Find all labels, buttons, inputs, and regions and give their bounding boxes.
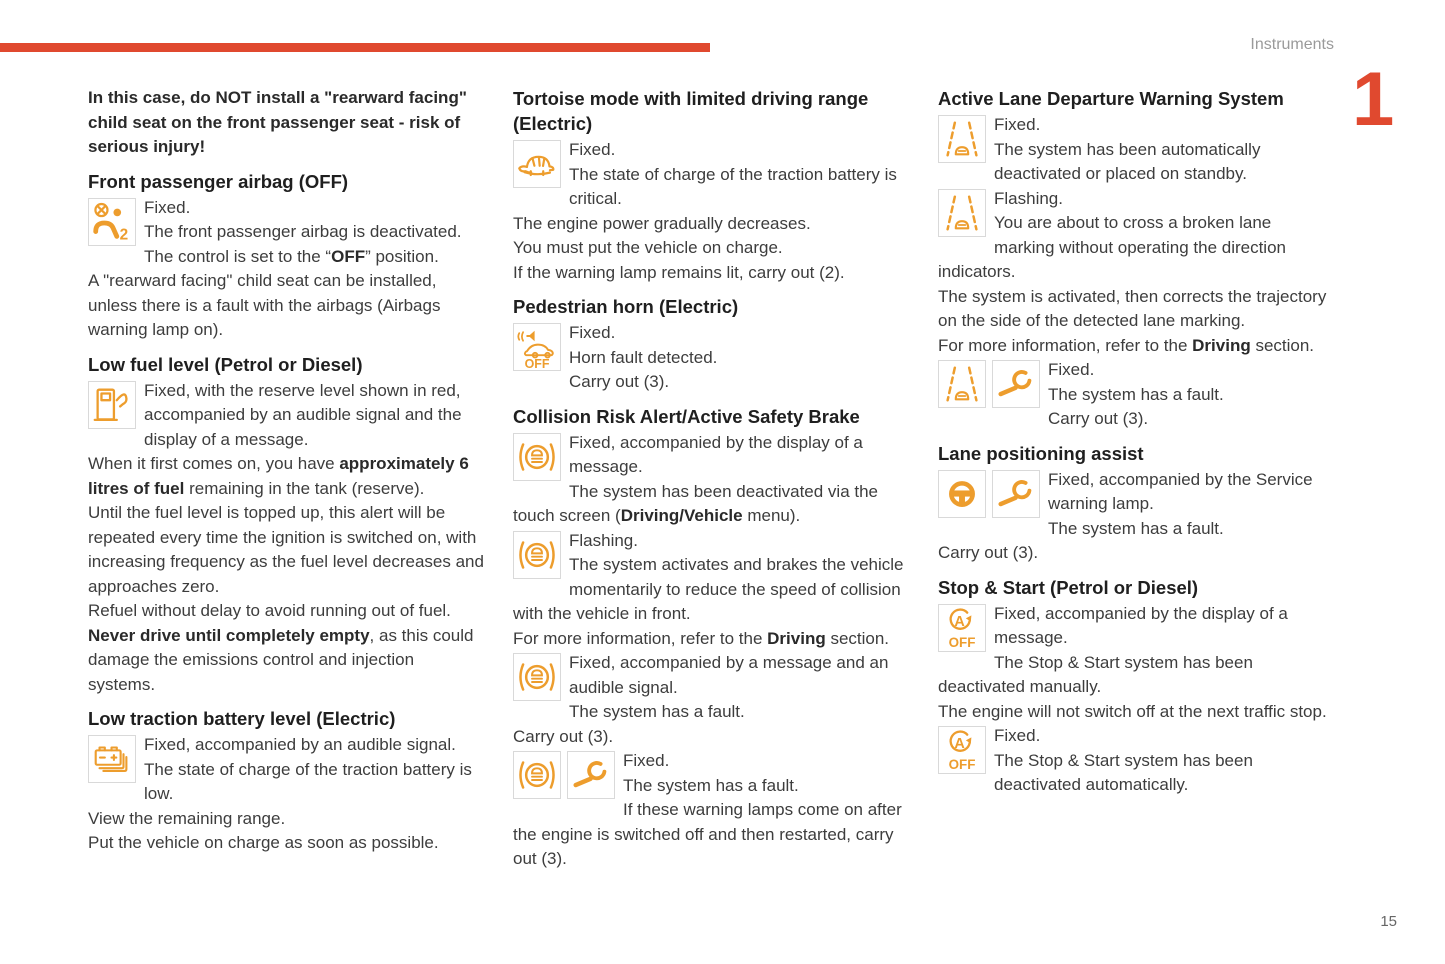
lamp-description (623, 751, 799, 795)
lamp-icon-group (513, 653, 561, 701)
chapter-number: 1 (1352, 57, 1395, 142)
tortoise-icon (513, 140, 561, 188)
wrench-icon (992, 470, 1040, 518)
page-section-title: Instruments (1250, 36, 1334, 53)
body-paragraph (938, 334, 1335, 359)
lamp-description (994, 115, 1260, 183)
body-paragraph (938, 541, 1335, 566)
bold-text-run: OFF (331, 246, 366, 266)
lane-departure-icon (938, 360, 986, 408)
bold-text-run: approximately 6 litres of fuel (88, 454, 469, 498)
body-paragraph (88, 452, 485, 501)
text-run: section. (1250, 335, 1315, 355)
body-paragraph (513, 700, 910, 725)
warning-lamp-block (938, 358, 1335, 407)
text-run: , as this could damage the emissions control and injection systems. (88, 625, 474, 694)
stop-start-off-icon (938, 604, 986, 652)
text-run: Fixed. (994, 115, 1041, 134)
body-paragraph (938, 285, 1335, 334)
wrench-icon (992, 360, 1040, 408)
text-run: The control is set to the “ (144, 246, 332, 266)
text-run: The engine power gradually decreases. (513, 213, 811, 233)
text-run: Fixed, accompanied by an audible signal. (144, 735, 456, 754)
text-run: View the remaining range. (88, 808, 286, 828)
text-run: Fixed, accompanied by the Service warning lamp. (1048, 469, 1313, 513)
collision-risk-icon (513, 653, 561, 701)
warning-lamp-block (513, 431, 910, 480)
svg-text:OFF: OFF (524, 357, 550, 370)
warning-lamp-block (938, 468, 1335, 517)
text-run: The system has a fault. (1048, 384, 1224, 404)
svg-text:OFF: OFF (948, 634, 976, 650)
body-paragraph (938, 651, 1335, 700)
text-run: The system has been automatically deactivated or placed on standby. (994, 139, 1261, 183)
text-run: Carry out (3). (1048, 409, 1149, 428)
lane-departure-icon (938, 189, 986, 237)
lamp-icon-group (513, 323, 561, 371)
column-3 (938, 86, 1335, 872)
section-heading: Active Lane Departure Warning System (938, 88, 1284, 109)
lamp-description (994, 726, 1253, 794)
text-run: menu). (742, 506, 801, 525)
text-run: The system has been deactivated via the touch screen ( (513, 481, 879, 525)
section-heading: Collision Risk Alert/Active Safety Brake (513, 405, 860, 427)
text-run: The system activates and brakes the vehicle momentarily to reduce the speed of collision with the vehicle in front. (513, 555, 904, 623)
text-run: section. (825, 628, 890, 648)
text-run: The system has a fault. (569, 702, 745, 721)
text-run: Fixed. (1048, 360, 1095, 379)
text-run: Flashing. (994, 188, 1063, 208)
text-run: If these warning lamps come on after the engine is switched off and then restarted, carry out (3). (513, 800, 902, 868)
body-paragraph (938, 517, 1335, 542)
body-paragraph (513, 370, 910, 395)
lamp-description (1048, 360, 1224, 404)
collision-risk-icon (513, 433, 561, 481)
lane-departure-icon (938, 115, 986, 163)
bold-text-run: Never drive until completely empty (88, 625, 370, 645)
warning-lamp-block (513, 651, 910, 700)
pedestrian-horn-off-icon (513, 323, 561, 371)
body-paragraph (88, 501, 485, 599)
warning-lamp-block (938, 187, 1335, 285)
lamp-description (569, 140, 897, 208)
text-run: Carry out (3). (938, 543, 1039, 562)
text-run: Put the vehicle on charge as soon as possible. (88, 833, 439, 852)
warning-lamp-block (88, 733, 485, 807)
lamp-icon-group (938, 360, 1040, 408)
text-run: The state of charge of the traction battery is critical. (569, 164, 897, 208)
section-heading: Lane positioning assist (938, 442, 1144, 464)
body-paragraph (88, 831, 485, 856)
svg-text:A: A (954, 736, 965, 753)
section-heading: Front passenger airbag (OFF) (88, 170, 349, 192)
lamp-description (513, 531, 904, 624)
text-run: Carry out (3). (513, 726, 614, 746)
lamp-description (144, 381, 462, 449)
svg-text:2: 2 (119, 225, 129, 243)
section-heading: Tortoise mode with limited driving range (Electric) (513, 88, 869, 134)
warning-lamp-block (88, 379, 485, 453)
section-heading: Low traction battery level (Electric) (88, 708, 396, 729)
text-run: Fixed. (994, 726, 1041, 745)
text-run: You must put the vehicle on charge. (513, 238, 783, 257)
page-number: 15 (1380, 913, 1397, 930)
warning-lamp-block (938, 724, 1335, 798)
body-paragraph (513, 236, 910, 261)
lamp-icon-group (938, 470, 1040, 518)
body-paragraph (938, 407, 1335, 432)
lamp-description (569, 323, 717, 367)
body-paragraph (513, 480, 910, 529)
text-run: A "rearward facing" child seat can be installed, unless there is a fault with the airbags (Airbags warning lamp on). (88, 271, 441, 339)
text-run: Fixed. (569, 323, 616, 342)
text-run: Fixed, with the reserve level shown in red, accompanied by an audible signal and the display of a message. (144, 380, 462, 449)
warning-lamp-block (938, 602, 1335, 651)
bold-text-run: Driving (1192, 335, 1251, 355)
collision-risk-icon (513, 531, 561, 579)
bold-text-run: Driving (767, 628, 826, 648)
svg-text:A: A (954, 613, 965, 630)
body-paragraph (513, 798, 910, 872)
text-run: The system has a fault. (623, 775, 799, 795)
lamp-icon-group (88, 198, 136, 246)
text-run: Fixed, accompanied by the display of a message. (569, 432, 863, 476)
body-paragraph (88, 269, 485, 343)
lamp-icon-group (513, 140, 561, 188)
text-run: Horn fault detected. (569, 347, 718, 367)
lamp-icon-group (513, 433, 561, 481)
body-paragraph (513, 212, 910, 237)
traction-battery-icon (88, 735, 136, 783)
text-run: You are about to cross a broken lane marking without operating the direction indicators. (938, 213, 1286, 281)
lamp-description (1048, 470, 1313, 514)
body-paragraph (938, 700, 1335, 725)
lamp-description (569, 433, 863, 477)
text-run: Fixed. (623, 751, 670, 770)
wrench-icon (567, 751, 615, 799)
text-run: Fixed. (569, 140, 616, 159)
body-paragraph (88, 807, 485, 832)
lamp-description (994, 604, 1288, 648)
lamp-icon-group (938, 604, 986, 652)
lamp-icon-group (513, 751, 615, 799)
passenger-airbag-icon (88, 198, 136, 246)
section-heading: Stop & Start (Petrol or Diesel) (938, 576, 1199, 598)
body-paragraph (513, 627, 910, 652)
steering-wheel-icon (938, 470, 986, 518)
fuel-pump-icon (88, 381, 136, 429)
text-run: When it first comes on, you have (88, 454, 340, 473)
body-paragraph (513, 261, 910, 286)
text-run: The state of charge of the traction battery is low. (144, 759, 472, 803)
text-run: The system has a fault. (1048, 518, 1224, 538)
accent-bar (0, 43, 710, 52)
text-run: Until the fuel level is topped up, this alert will be repeated every time the ignition is switched on, with increasing frequency as the fuel level decreases and approaches zero. (88, 503, 484, 596)
lamp-icon-group (513, 531, 561, 579)
body-paragraph (513, 725, 910, 750)
stop-start-off-icon (938, 726, 986, 774)
warning-lamp-block (513, 749, 910, 798)
body-paragraph (88, 624, 485, 698)
text-run: Fixed, accompanied by the display of a message. (994, 603, 1288, 647)
warning-intro-paragraph (88, 86, 485, 160)
lamp-icon-group (938, 726, 986, 774)
section-heading: Low fuel level (Petrol or Diesel) (88, 353, 363, 375)
body-paragraph (88, 245, 485, 270)
lamp-description (144, 198, 462, 242)
text-run: If the warning lamp remains lit, carry out (2). (513, 262, 845, 282)
text-run: The engine will not switch off at the next traffic stop. (938, 701, 1327, 721)
text-run: Refuel without delay to avoid running out of fuel. (88, 601, 451, 620)
text-run: ” position. (365, 246, 439, 266)
text-run: remaining in the tank (reserve). (184, 478, 425, 498)
lamp-description (569, 653, 888, 697)
column-2 (513, 86, 910, 872)
text-run: Fixed. (144, 197, 191, 217)
column-1 (88, 86, 485, 872)
collision-risk-icon (513, 751, 561, 799)
text-run: Fixed, accompanied by a message and an audible signal. (569, 653, 889, 697)
text-run: The front passenger airbag is deactivated. (144, 222, 462, 241)
warning-lamp-block (938, 113, 1335, 187)
warning-lamp-block (513, 529, 910, 627)
text-run: For more information, refer to the (938, 335, 1193, 355)
section-heading: Pedestrian horn (Electric) (513, 296, 739, 317)
lamp-icon-group (88, 381, 136, 429)
warning-lamp-block (88, 196, 485, 245)
lamp-icon-group (938, 115, 986, 163)
text-run: The system is activated, then corrects the trajectory on the side of the detected lane marking. (938, 286, 1327, 330)
content-columns (88, 86, 1335, 872)
bold-text-run: In this case, do NOT install a "rearward facing" child seat on the front passenger seat - risk of serious injury! (88, 88, 467, 156)
svg-text:OFF: OFF (948, 757, 976, 773)
text-run: Carry out (3). (569, 372, 670, 391)
text-run: For more information, refer to the (513, 628, 768, 648)
bold-text-run: Driving/Vehicle (620, 506, 743, 525)
lamp-description (144, 735, 472, 803)
warning-lamp-block (513, 321, 910, 370)
lamp-description (938, 189, 1286, 282)
body-paragraph (88, 599, 485, 624)
warning-lamp-block (513, 138, 910, 212)
text-run: The Stop & Start system has been deactivated manually. (938, 652, 1253, 696)
lamp-icon-group (938, 189, 986, 237)
text-run: The Stop & Start system has been deactivated automatically. (994, 750, 1253, 794)
text-run: Flashing. (569, 530, 638, 550)
lamp-icon-group (88, 735, 136, 783)
